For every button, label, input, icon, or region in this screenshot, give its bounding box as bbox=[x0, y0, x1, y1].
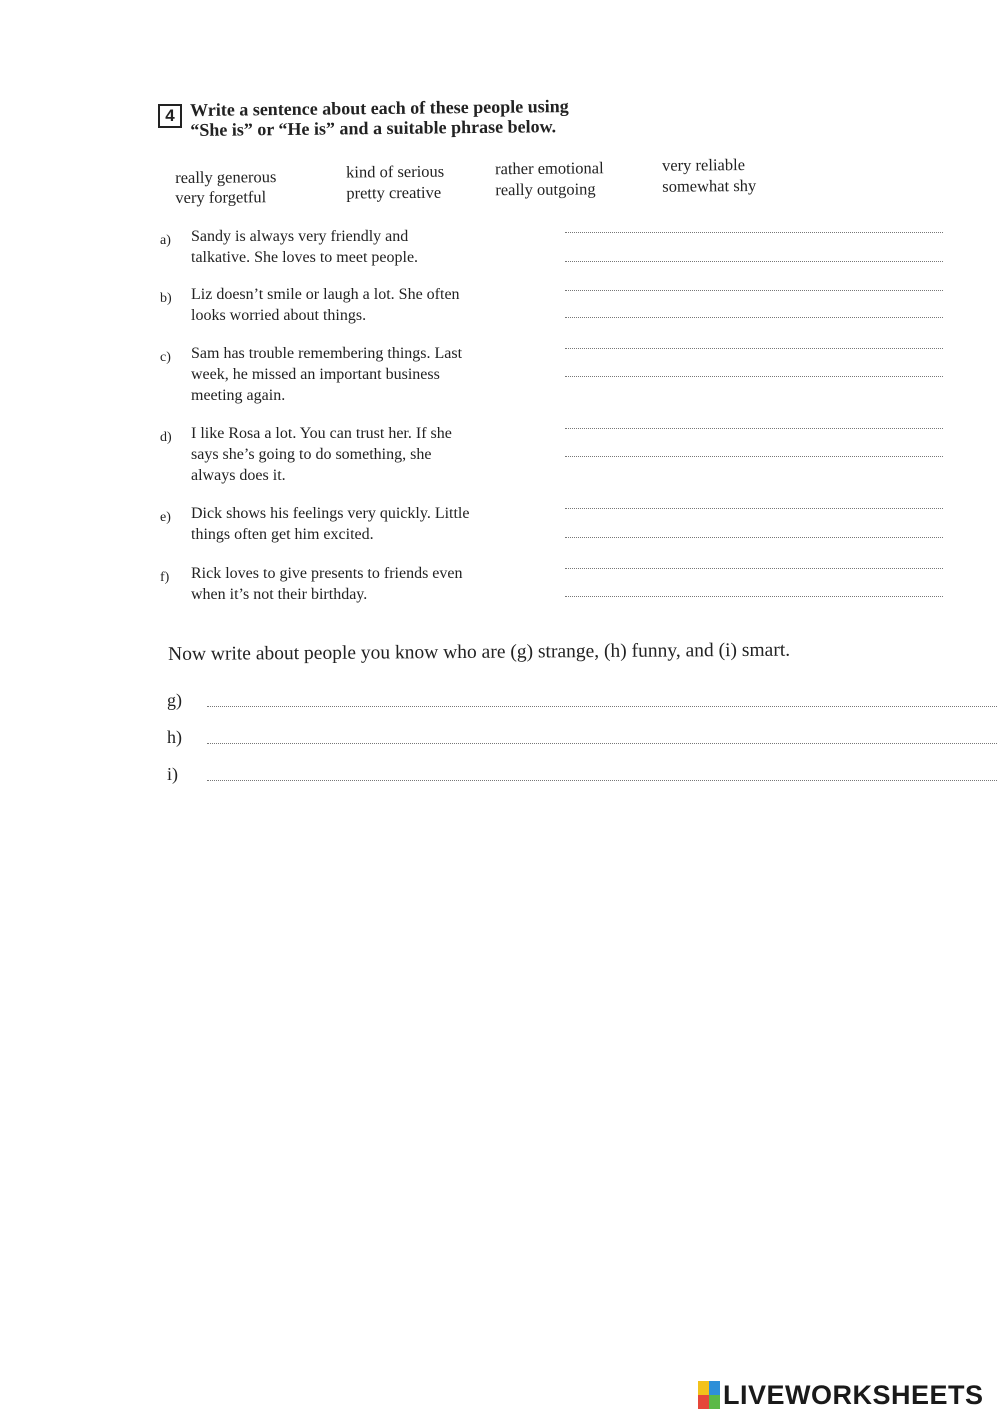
free-item-g bbox=[167, 690, 997, 714]
question-letter: e) bbox=[160, 510, 171, 525]
phrase-bank bbox=[175, 154, 815, 207]
question-line: things often get him excited. bbox=[191, 526, 374, 543]
question-text bbox=[191, 343, 541, 406]
question-text bbox=[191, 226, 541, 268]
question-text bbox=[191, 284, 541, 326]
question-letter: c) bbox=[160, 350, 171, 365]
phrase-item: kind of serious bbox=[346, 161, 445, 182]
liveworksheets-logo-icon bbox=[698, 1381, 720, 1409]
liveworksheets-watermark bbox=[698, 1378, 984, 1412]
free-item-letter: h) bbox=[167, 727, 182, 747]
question-letter: f) bbox=[160, 570, 170, 585]
question-line: week, he missed an important business bbox=[191, 366, 440, 383]
question-line: always does it. bbox=[191, 467, 286, 484]
phrase-item: pretty creative bbox=[346, 182, 442, 203]
question-line: I like Rosa a lot. You can trust her. If she bbox=[191, 425, 452, 442]
phrase-item: very forgetful bbox=[175, 187, 267, 207]
question-line: Sandy is always very friendly and bbox=[191, 228, 409, 245]
question-letter: d) bbox=[160, 430, 172, 445]
answer-line[interactable] bbox=[565, 317, 943, 318]
watermark-text: LIVEWORKSHEETS bbox=[723, 1379, 984, 1410]
question-line: meeting again. bbox=[191, 387, 286, 404]
question-line: Rick loves to give presents to friends even bbox=[191, 565, 463, 582]
phrase-item: rather emotional bbox=[495, 158, 604, 179]
question-line: talkative. She loves to meet people. bbox=[191, 249, 419, 266]
phrase-item: really outgoing bbox=[495, 179, 596, 200]
free-item-letter: g) bbox=[167, 690, 182, 710]
logo-square bbox=[709, 1381, 720, 1395]
free-writing-instruction: Now write about people you know who are (g) strange, (h) funny, and (i) smart. bbox=[168, 639, 791, 665]
free-item-i bbox=[167, 764, 997, 788]
answer-line[interactable] bbox=[565, 232, 943, 233]
logo-square bbox=[709, 1395, 720, 1409]
question-letter: a) bbox=[160, 233, 171, 248]
question-line: Liz doesn’t smile or laugh a lot. She often bbox=[191, 286, 460, 303]
question-line: looks worried about things. bbox=[191, 307, 367, 324]
question-line: says she’s going to do something, she bbox=[191, 446, 432, 463]
answer-line[interactable] bbox=[565, 290, 943, 291]
question-letter: b) bbox=[160, 291, 172, 306]
phrase-item: really generous bbox=[175, 167, 277, 187]
free-answer-line[interactable] bbox=[207, 743, 997, 744]
logo-square bbox=[698, 1395, 709, 1409]
answer-line[interactable] bbox=[565, 348, 943, 349]
answer-line[interactable] bbox=[565, 596, 943, 597]
answer-line[interactable] bbox=[565, 261, 943, 262]
free-answer-line[interactable] bbox=[207, 780, 997, 781]
free-item-h bbox=[167, 727, 997, 751]
question-line: when it’s not their birthday. bbox=[191, 586, 368, 603]
free-answer-line[interactable] bbox=[207, 706, 997, 707]
exercise-number-box: 4 bbox=[158, 104, 182, 128]
answer-line[interactable] bbox=[565, 508, 943, 509]
free-item-letter: i) bbox=[167, 764, 178, 784]
answer-line[interactable] bbox=[565, 428, 943, 429]
answer-line[interactable] bbox=[565, 568, 943, 569]
phrase-item: somewhat shy bbox=[662, 175, 757, 196]
instruction-line-2: “She is” or “He is” and a suitable phrase below. bbox=[190, 116, 557, 140]
logo-square bbox=[698, 1381, 709, 1395]
question-text bbox=[191, 503, 541, 545]
phrase-item: very reliable bbox=[661, 155, 746, 175]
answer-line[interactable] bbox=[565, 537, 943, 538]
answer-line[interactable] bbox=[565, 456, 943, 457]
question-text bbox=[191, 563, 541, 605]
answer-line[interactable] bbox=[565, 376, 943, 377]
question-line: Dick shows his feelings very quickly. Little bbox=[191, 505, 470, 522]
exercise-instruction bbox=[190, 95, 690, 140]
question-text bbox=[191, 423, 541, 486]
question-line: Sam has trouble remembering things. Last bbox=[191, 345, 463, 362]
instruction-line-1: Write a sentence about each of these people using bbox=[190, 96, 569, 120]
